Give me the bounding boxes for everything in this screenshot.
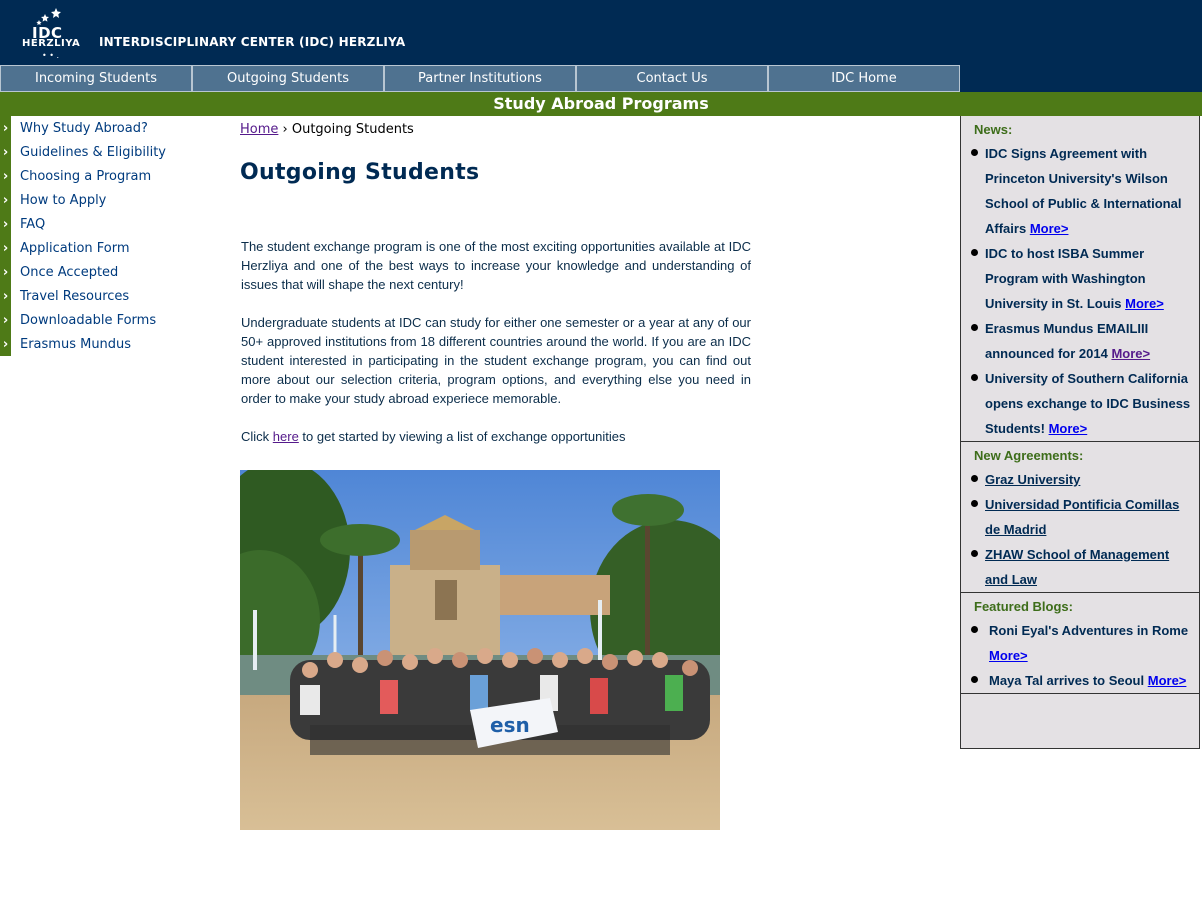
news-item xyxy=(961,241,1199,316)
top-nav xyxy=(0,65,960,92)
leftnav-label: How to Apply xyxy=(20,192,107,208)
agreements-heading: New Agreements: xyxy=(974,448,1084,463)
leftnav-guidelines[interactable] xyxy=(0,140,170,164)
leftnav-application-form[interactable] xyxy=(0,236,170,260)
leftnav-why-study-abroad[interactable] xyxy=(0,116,170,140)
news-text: IDC to host ISBA Summer Program with Washington University in St. Louis xyxy=(985,246,1146,311)
chevron-right-icon: › xyxy=(0,164,11,188)
leftnav-label: Guidelines & Eligibility xyxy=(20,144,166,160)
more-link[interactable]: More> xyxy=(1029,221,1069,236)
leftnav-label: FAQ xyxy=(20,216,46,232)
blogs-heading: Featured Blogs: xyxy=(974,599,1073,614)
nav-contact-us[interactable]: Contact Us xyxy=(576,65,768,92)
page-title: Outgoing Students xyxy=(240,160,480,185)
agreements-section xyxy=(961,442,1199,593)
news-text: IDC Signs Agreement with Princeton University's Wilson School of Public & International Affairs xyxy=(985,146,1182,236)
more-link[interactable]: More> xyxy=(1048,421,1088,436)
more-link[interactable]: More> xyxy=(1147,673,1187,688)
site-title: INTERDISCIPLINARY CENTER (IDC) HERZLIYA xyxy=(99,35,406,49)
leftnav-label: Once Accepted xyxy=(20,264,119,280)
cta-prefix: Click xyxy=(241,429,273,444)
news-section xyxy=(961,116,1199,442)
breadcrumb-current: Outgoing Students xyxy=(291,122,414,137)
chevron-right-icon: › xyxy=(0,140,11,164)
cta-suffix: to get started by viewing a list of exchange opportunities xyxy=(298,429,626,444)
main-content xyxy=(241,237,751,465)
leftnav-choosing-program[interactable] xyxy=(0,164,170,188)
leftnav-travel-resources[interactable] xyxy=(0,284,170,308)
photo-illustration xyxy=(240,470,720,830)
left-nav xyxy=(0,116,170,356)
blogs-section xyxy=(961,593,1199,694)
leftnav-faq[interactable] xyxy=(0,212,170,236)
group-photo xyxy=(240,470,720,830)
chevron-right-icon: › xyxy=(0,188,11,212)
more-link[interactable]: More> xyxy=(1125,296,1164,311)
here-link[interactable]: here xyxy=(272,429,299,444)
leftnav-erasmus-mundus[interactable] xyxy=(0,332,170,356)
agreement-link[interactable]: Universidad Pontificia Comillas de Madrid xyxy=(985,497,1180,537)
nav-incoming-students[interactable]: Incoming Students xyxy=(0,65,192,92)
blog-item xyxy=(961,618,1199,668)
leftnav-label: Erasmus Mundus xyxy=(20,336,132,352)
agreement-link[interactable]: Graz University xyxy=(985,472,1081,487)
chevron-right-icon: › xyxy=(0,260,11,284)
chevron-right-icon: › xyxy=(0,308,11,332)
leftnav-downloadable-forms[interactable] xyxy=(0,308,170,332)
blog-item xyxy=(961,668,1199,693)
logo-dots: • • . xyxy=(42,51,60,60)
right-sidebar xyxy=(960,116,1200,749)
chevron-right-icon: › xyxy=(0,236,11,260)
agreement-item xyxy=(961,492,1199,542)
more-link[interactable]: More> xyxy=(989,648,1028,663)
leftnav-how-to-apply[interactable] xyxy=(0,188,170,212)
section-banner: Study Abroad Programs xyxy=(0,92,1202,116)
more-link[interactable]: More> xyxy=(1111,346,1151,361)
agreement-link[interactable]: ZHAW School of Management and Law xyxy=(985,547,1170,587)
esn-banner-text: esn xyxy=(490,713,530,737)
news-item xyxy=(961,141,1199,241)
news-item xyxy=(961,316,1199,366)
logo-herzliya-text: HERZLIYA xyxy=(22,38,81,49)
breadcrumb-separator: › xyxy=(278,122,292,137)
breadcrumb xyxy=(240,122,414,137)
idc-logo[interactable] xyxy=(20,8,86,60)
chevron-right-icon: › xyxy=(0,332,11,356)
leftnav-once-accepted[interactable] xyxy=(0,260,170,284)
cta-paragraph xyxy=(241,427,751,446)
details-paragraph: Undergraduate students at IDC can study for either one semester or a year at any of our 50+ approved institutions from 18 different countries around the world. If you are an IDC student interested in participating in the student exchange program, you can find out more about our selection criteria, program options, and everything else you need in order to make your study abroad experiece memorable. xyxy=(241,315,751,406)
blog-text: Roni Eyal's Adventures in Rome xyxy=(989,623,1189,638)
logo-idc-text: IDC xyxy=(32,24,63,42)
breadcrumb-home-link[interactable]: Home xyxy=(240,122,279,137)
leftnav-label: Application Form xyxy=(20,240,130,256)
agreement-item xyxy=(961,467,1199,492)
agreement-item xyxy=(961,542,1199,592)
leftnav-label: Choosing a Program xyxy=(20,168,152,184)
leftnav-label: Downloadable Forms xyxy=(20,312,157,328)
chevron-right-icon: › xyxy=(0,116,11,140)
leftnav-label: Travel Resources xyxy=(20,288,130,304)
intro-paragraph: The student exchange program is one of the most exciting opportunities available at IDC Herzliya and one of the best ways to increase your knowledge and understanding of issues that will shape the next century! xyxy=(241,239,751,292)
news-text: University of Southern California opens exchange to IDC Business Students! xyxy=(985,371,1191,436)
chevron-right-icon: › xyxy=(0,284,11,308)
nav-outgoing-students[interactable]: Outgoing Students xyxy=(192,65,384,92)
news-item xyxy=(961,366,1199,441)
news-text: Erasmus Mundus EMAILIII announced for 2014 xyxy=(985,321,1149,361)
blog-text: Maya Tal arrives to Seoul xyxy=(989,673,1145,688)
news-heading: News: xyxy=(974,122,1013,137)
leftnav-label: Why Study Abroad? xyxy=(20,120,148,136)
nav-idc-home[interactable]: IDC Home xyxy=(768,65,960,92)
nav-partner-institutions[interactable]: Partner Institutions xyxy=(384,65,576,92)
chevron-right-icon: › xyxy=(0,212,11,236)
